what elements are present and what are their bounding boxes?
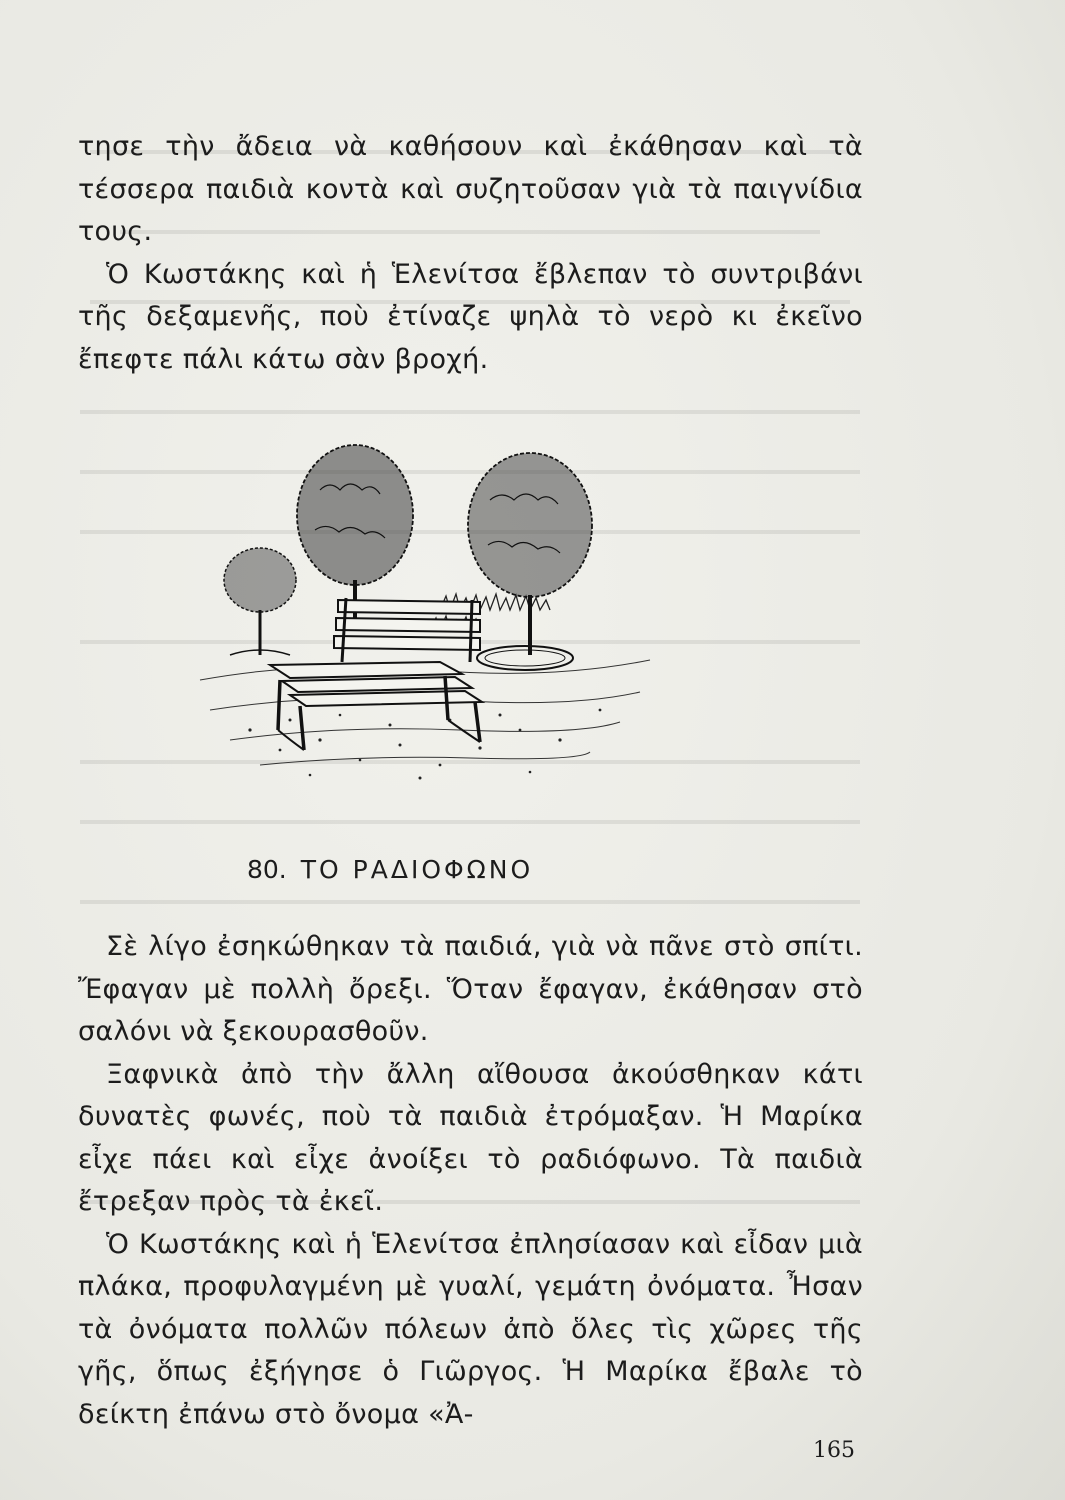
paragraph-fountain: Ὁ Κωστάκης καὶ ἡ Ἑλενίτσα ἔβλεπαν τὸ συντριβάνι τῆς δεξαμενῆς, ποὺ ἐτίναζε ψηλὰ τὸ νερὸ κι ἐκεῖνο ἔπεφτε πάλι κάτω σὰν βροχή. <box>78 258 863 375</box>
chapter-heading <box>247 855 533 884</box>
chapter-title: ΤΟ ΡΑΔΙΟΦΩΝΟ <box>300 855 534 884</box>
page-number: 165 <box>813 1438 855 1463</box>
bottom-text-block <box>78 926 863 1436</box>
chapter-number: 80. <box>247 855 287 884</box>
paragraph-continuation: τησε τὴν ἄδεια νὰ καθήσουν καὶ ἐκάθησαν καὶ τὰ τέσσερα παιδιὰ κοντὰ καὶ συζητοῦσαν γιὰ τὰ παιγνίδια τους. <box>78 131 863 247</box>
paragraph-city-names: Ὁ Κωστάκης καὶ ἡ Ἑλενίτσα ἐπλησίασαν καὶ εἶδαν μιὰ πλάκα, προφυλαγμένη μὲ γυαλί, γεμάτη ὀνόματα. Ἦσαν τὰ ὀνόματα πολλῶν πόλεων ἀπὸ ὅλες τὶς χῶρες τῆς γῆς, ὅπως ἐξήγησε ὁ Γιῶργος. Ἡ Μαρίκα ἔβαλε τὸ δείκτη ἐπάνω στὸ ὄνομα «Ἀ- <box>78 1228 863 1430</box>
paragraph-going-home: Σὲ λίγο ἐσηκώθηκαν τὰ παιδιά, γιὰ νὰ πᾶνε στὸ σπίτι. Ἔφαγαν μὲ πολλὴ ὄρεξι. Ὅταν ἔφαγαν, ἐκάθησαν στὸ σαλόνι νὰ ξεκουρασθοῦν. <box>78 931 863 1047</box>
paragraph-radio-voices: Ξαφνικὰ ἀπὸ τὴν ἄλλη αἴθουσα ἀκούσθηκαν κάτι δυνατὲς φωνές, ποὺ τὰ παιδιὰ ἐτρόμαξαν. Ἡ Μαρίκα εἶχε πάει καὶ εἶχε ἀνοίξει τὸ ραδιόφωνο. Τὰ παιδιὰ ἔτρεξαν πρὸς τὰ ἐκεῖ. <box>78 1058 863 1217</box>
park-bench <box>270 598 482 750</box>
park-bench-illustration <box>190 430 660 790</box>
small-tree-left <box>224 548 296 655</box>
tree-right <box>468 453 592 670</box>
top-text-block <box>78 126 863 381</box>
